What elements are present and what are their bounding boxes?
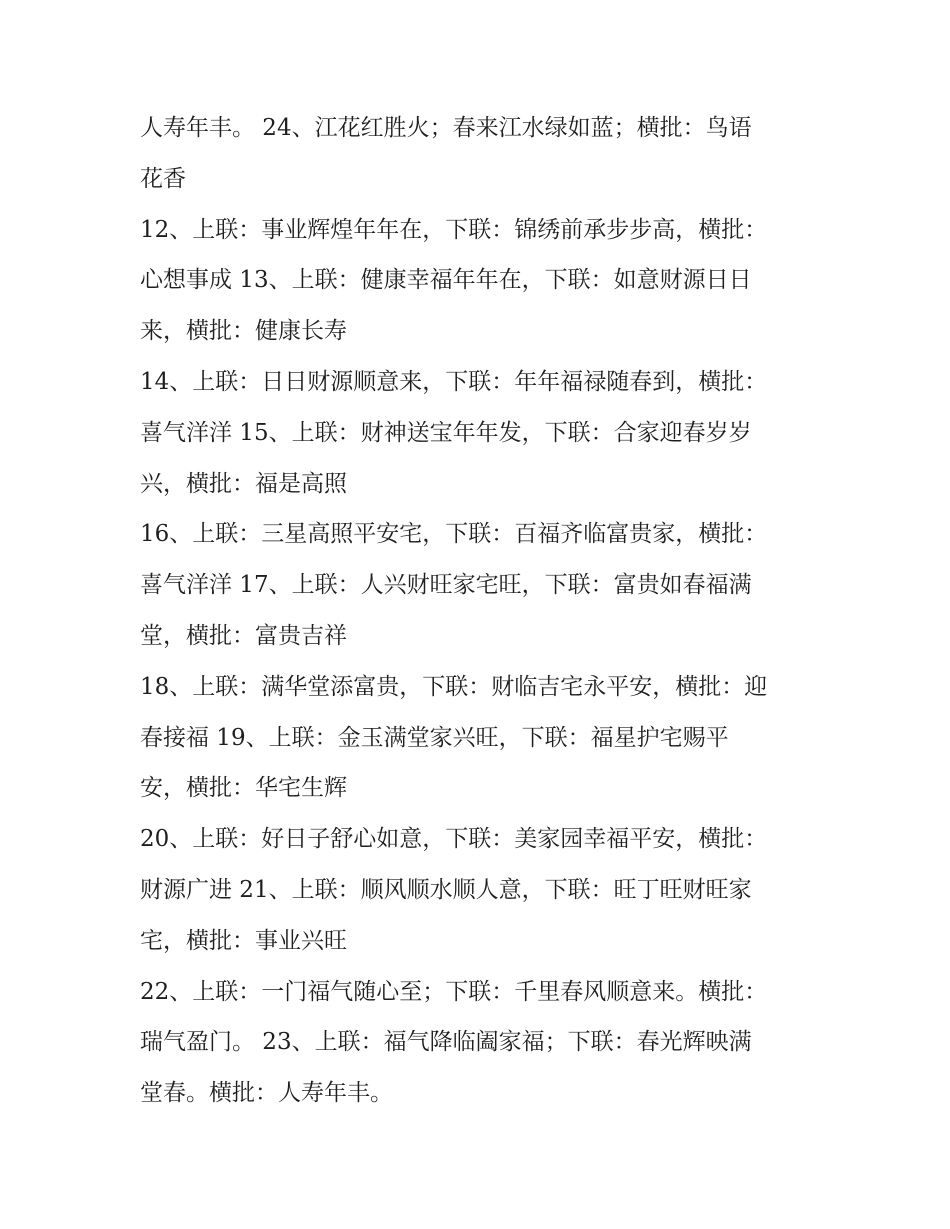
text-line: 喜气洋洋 15、上联：财神送宝年年发，下联：合家迎春岁岁 xyxy=(140,419,752,446)
text-line: 春接福 19、上联：金玉满堂家兴旺，下联：福星护宅赐平 xyxy=(140,724,729,751)
text-line: 宅，横批：事业兴旺 xyxy=(140,927,347,954)
text-line: 兴，横批：福是高照 xyxy=(140,470,347,497)
text-line: 来，横批：健康长寿 xyxy=(140,318,347,345)
text-line: 喜气洋洋 17、上联：人兴财旺家宅旺，下联：富贵如春福满 xyxy=(140,572,752,599)
text-line: 瑞气盈门。 23、上联：福气降临阖家福；下联：春光辉映满 xyxy=(140,1029,752,1056)
text-line: 人寿年丰。 24、江花红胜火；春来江水绿如蓝；横批：鸟语 xyxy=(140,115,752,141)
text-line: 18、上联：满华堂添富贵，下联：财临吉宅永平安，横批：迎 xyxy=(140,673,768,700)
text-line: 堂，横批：富贵吉祥 xyxy=(140,622,347,649)
text-line: 堂春。横批：人寿年丰。 xyxy=(140,1080,393,1107)
text-line: 财源广进 21、上联：顺风顺水顺人意，下联：旺丁旺财旺家 xyxy=(140,876,752,903)
text-line: 16、上联：三星高照平安宅，下联：百福齐临富贵家，横批： xyxy=(140,521,768,548)
document-body xyxy=(140,103,820,1119)
text-line: 花香 xyxy=(140,165,186,192)
text-line: 22、上联：一门福气随心至；下联：千里春风顺意来。横批： xyxy=(140,978,768,1005)
text-line: 安，横批：华宅生辉 xyxy=(140,775,347,802)
text-line: 心想事成 13、上联：健康幸福年年在，下联：如意财源日日 xyxy=(140,267,752,294)
text-line: 12、上联：事业辉煌年年在，下联：锦绣前承步步高，横批： xyxy=(140,216,768,243)
text-line: 14、上联：日日财源顺意来，下联：年年福禄随春到，横批： xyxy=(140,368,768,395)
text-line: 20、上联：好日子舒心如意，下联：美家园幸福平安，横批： xyxy=(140,826,768,853)
